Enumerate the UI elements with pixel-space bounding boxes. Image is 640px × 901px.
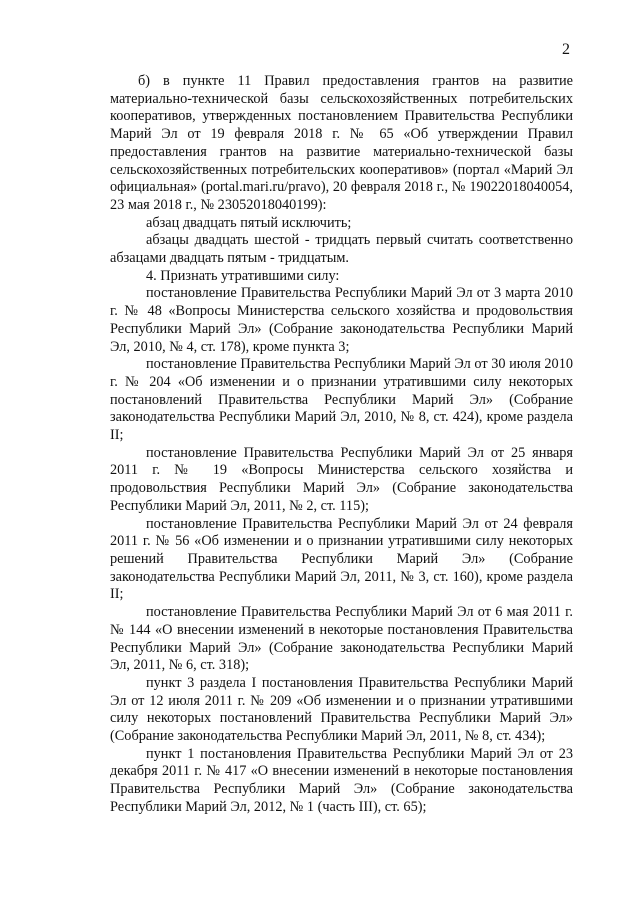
document-body: [110, 73, 573, 817]
paragraph-decree-2011-209: пункт 3 раздела I постановления Правительства Республики Марий Эл от 12 июля 2011 г. № 209 «Об изменении и о признании утратившими силу некоторых постановлений Правительства Республики Марий Эл» (Собрание законодательства Республики Марий Эл, 2011, № 8, ст. 434);: [110, 674, 573, 745]
paragraph-point-4-heading: 4. Признать утратившими силу:: [146, 267, 340, 284]
paragraph-decree-2011-19: постановление Правительства Республики Марий Эл от 25 января 2011 г. № 19 «Вопросы Министерства сельского хозяйства и продовольствия Республики Марий Эл» (Собрание законодательства Республики Марий Эл, 2011, № 2, ст. 115);: [110, 444, 573, 514]
paragraph-decree-2010-48: постановление Правительства Республики Марий Эл от 3 марта 2010 г. № 48 «Вопросы Министерства сельского хозяйства и продовольствия Республики Марий Эл» (Собрание законодательства Республики Марий Эл, 2010, № 4, ст. 178), кроме пункта 3;: [110, 285, 573, 355]
paragraph-decree-2011-56: постановление Правительства Республики Марий Эл от 24 февраля 2011 г. № 56 «Об изменении и о признании утратившими силу некоторых решений Правительства Республики Марий Эл» (Собрание законодательства Республики Марий Эл, 2011, № 3, ст. 160), кроме раздела II;: [110, 515, 573, 603]
paragraph-renumber: абзацы двадцать шестой - тридцать первый считать соответственно абзацами двадцать пятым - тридцатым.: [110, 232, 573, 267]
paragraph-decree-2010-204: постановление Правительства Республики Марий Эл от 30 июля 2010 г. № 204 «Об изменении и о признании утратившими силу некоторых постановлений Правительства Республики Марий Эл» (Собрание законодательства Республики Марий Эл, 2010, № 8, ст. 424), кроме раздела II;: [110, 356, 573, 444]
paragraph-item-b: б) в пункте 11 Правил предоставления грантов на развитие материально-технической базы сельскохозяйственных потребительских кооперативов, утвержденных постановлением Правительства Республики Марий Эл от 19 февраля 2018 г. № 65 «Об утверждении Правил предоставления грантов на развитие материально-технической базы сельскохозяйственных потребительских кооперативов» (портал «Марий Эл официальная» (portal.mari.ru/pravo), 20 февраля 2018 г., № 19022018040054, 23 мая 2018 г., № 23052018040199):: [110, 73, 573, 213]
paragraph-exclude-abzac: абзац двадцать пятый исключить;: [146, 214, 352, 231]
paragraph-decree-2011-417: пункт 1 постановления Правительства Республики Марий Эл от 23 декабря 2011 г. № 417 «О внесении изменений в некоторые постановления Правительства Республики Марий Эл» (Собрание законодательства Республики Марий Эл, 2012, № 1 (часть III), ст. 65);: [110, 745, 573, 815]
page-number: 2: [562, 41, 570, 58]
paragraph-decree-2011-144: постановление Правительства Республики Марий Эл от 6 мая 2011 г. № 144 «О внесении изменений в некоторые постановления Правительства Республики Марий Эл» (Собрание законодательства Республики Марий Эл, 2011, № 6, ст. 318);: [110, 604, 573, 674]
